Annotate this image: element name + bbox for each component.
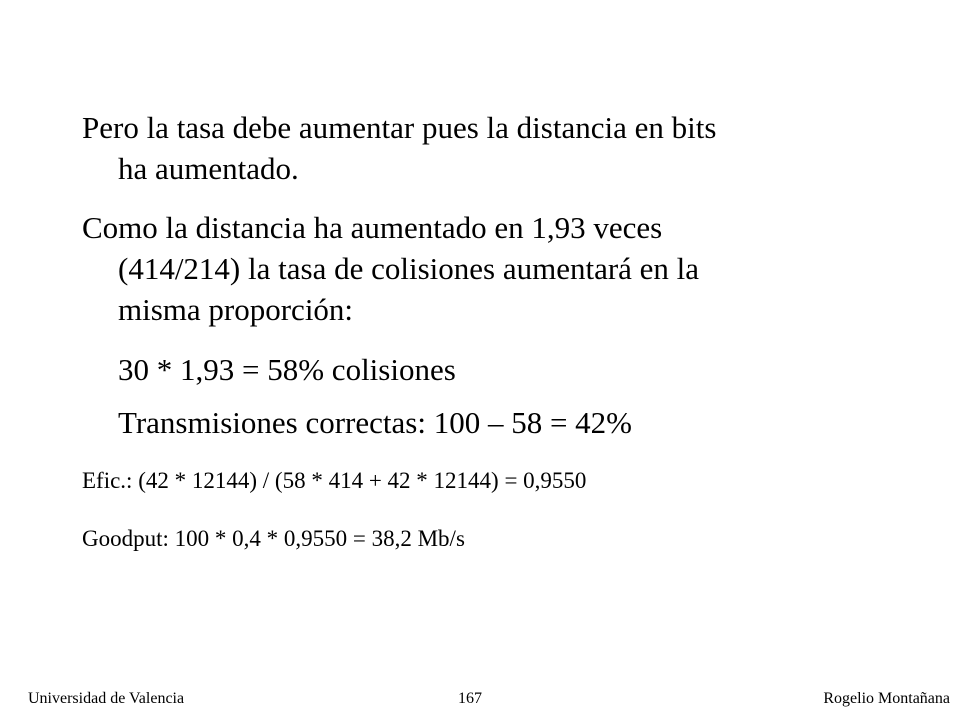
paragraph-distance-increase <box>82 207 699 330</box>
paragraph-line: (414/214) la tasa de colisiones aumentará en la <box>118 251 700 286</box>
footer-institution: Universidad de Valencia <box>28 690 185 707</box>
paragraph-line: ha aumentado. <box>118 151 299 186</box>
footer-author: Rogelio Montañana <box>823 690 950 707</box>
footer-page-number: 167 <box>458 690 482 707</box>
paragraph-line: misma proporción: <box>118 292 354 327</box>
paragraph-rate-increase <box>82 107 716 189</box>
correct-transmissions-calculation: Transmisiones correctas: 100 – 58 = 42% <box>118 405 632 440</box>
goodput-formula: Goodput: 100 * 0,4 * 0,9550 = 38,2 Mb/s <box>82 526 465 551</box>
paragraph-line: Como la distancia ha aumentado en 1,93 veces <box>82 210 663 245</box>
collision-calculation: 30 * 1,93 = 58% colisiones <box>118 352 456 387</box>
efficiency-formula: Efic.: (42 * 12144) / (58 * 414 + 42 * 12144) = 0,9550 <box>82 468 587 493</box>
paragraph-line: Pero la tasa debe aumentar pues la distancia en bits <box>82 110 717 145</box>
